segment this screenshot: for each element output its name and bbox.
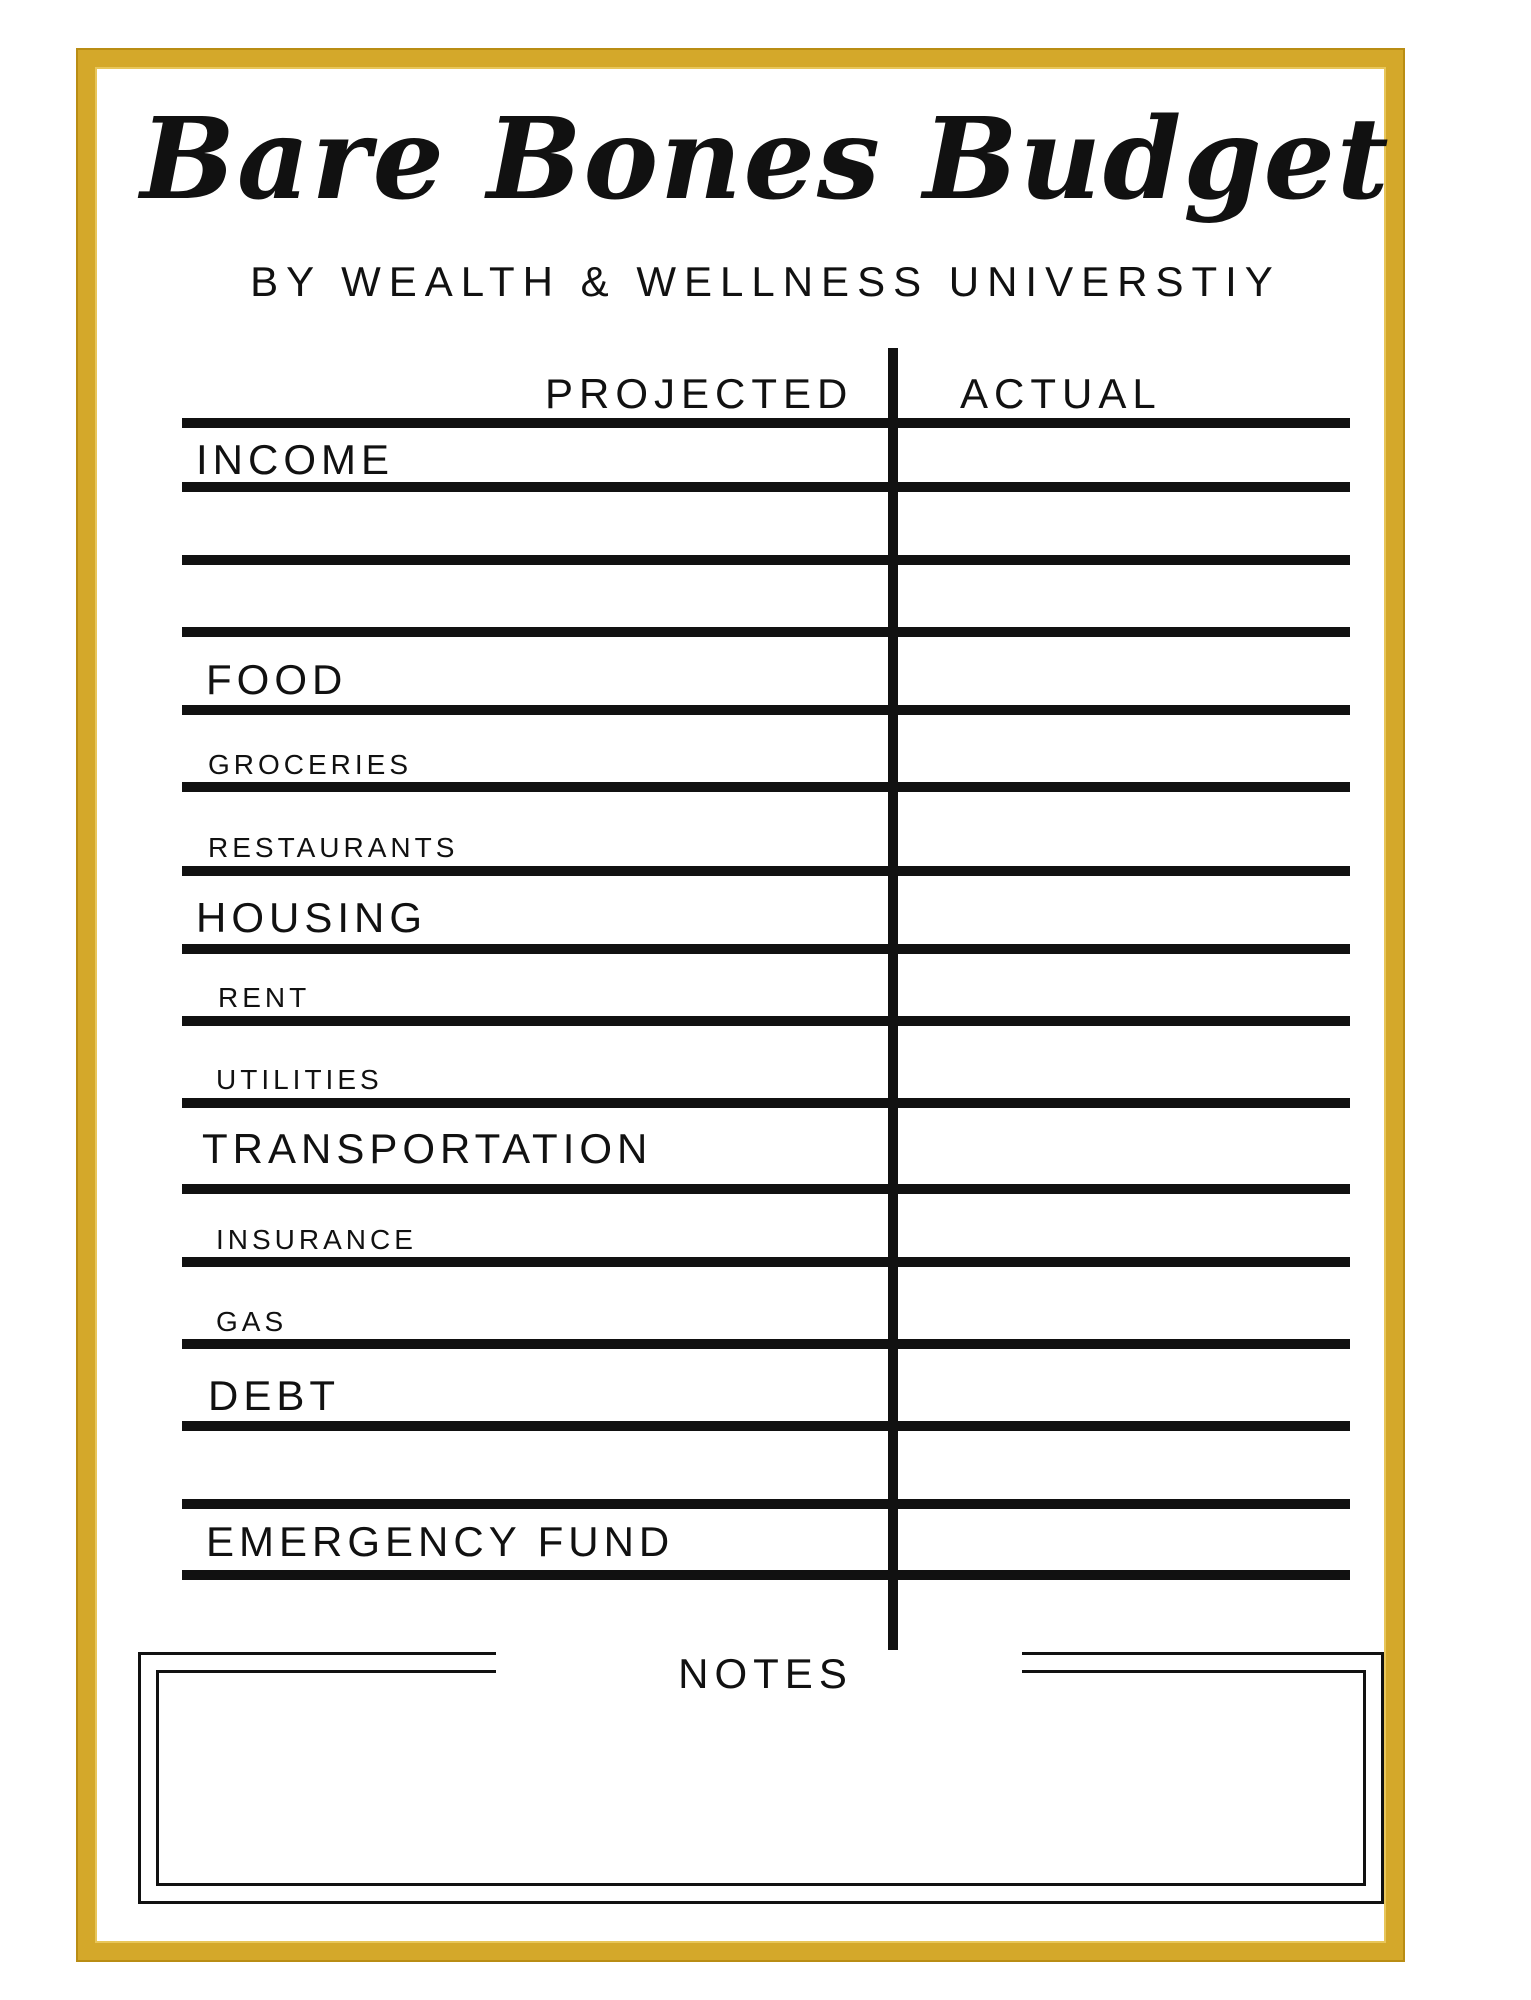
row-rule	[182, 1184, 1350, 1194]
notes-title: NOTES	[678, 1650, 853, 1697]
row-label-insurance: INSURANCE	[216, 1224, 417, 1255]
row-rule	[182, 1098, 1350, 1108]
column-header-actual: ACTUAL	[960, 370, 1162, 417]
row-rule	[182, 627, 1350, 637]
row-label-debt: DEBT	[208, 1372, 341, 1419]
row-rule	[182, 1016, 1350, 1026]
row-rule	[182, 1499, 1350, 1509]
row-label-housing: HOUSING	[196, 894, 428, 941]
row-rule	[182, 555, 1350, 565]
row-rule	[182, 944, 1350, 954]
page-subtitle: BY WEALTH & WELLNESS UNIVERSTIY	[250, 258, 1281, 305]
row-rule	[182, 705, 1350, 715]
notes-box-inner-border[interactable]	[156, 1670, 1366, 1886]
row-rule	[182, 782, 1350, 792]
row-label-restaurants: RESTAURANTS	[208, 832, 459, 863]
row-rule	[182, 1339, 1350, 1349]
column-divider	[888, 348, 898, 1650]
row-rule	[182, 866, 1350, 876]
page-title: Bare Bones Budget	[140, 94, 1391, 225]
row-rule	[182, 1421, 1350, 1431]
row-label-utilities: UTILITIES	[216, 1064, 383, 1095]
row-label-rent: RENT	[218, 982, 311, 1013]
row-label-groceries: GROCERIES	[208, 749, 413, 780]
row-label-food: FOOD	[206, 656, 348, 703]
row-rule	[182, 1257, 1350, 1267]
row-rule	[182, 1570, 1350, 1580]
table-top-rule	[182, 418, 1350, 428]
row-label-income: INCOME	[196, 436, 394, 483]
row-label-transportation: TRANSPORTATION	[202, 1125, 653, 1172]
row-label-emergency-fund: EMERGENCY FUND	[206, 1518, 675, 1565]
column-header-projected: PROJECTED	[545, 370, 854, 417]
row-label-gas: GAS	[216, 1306, 288, 1337]
